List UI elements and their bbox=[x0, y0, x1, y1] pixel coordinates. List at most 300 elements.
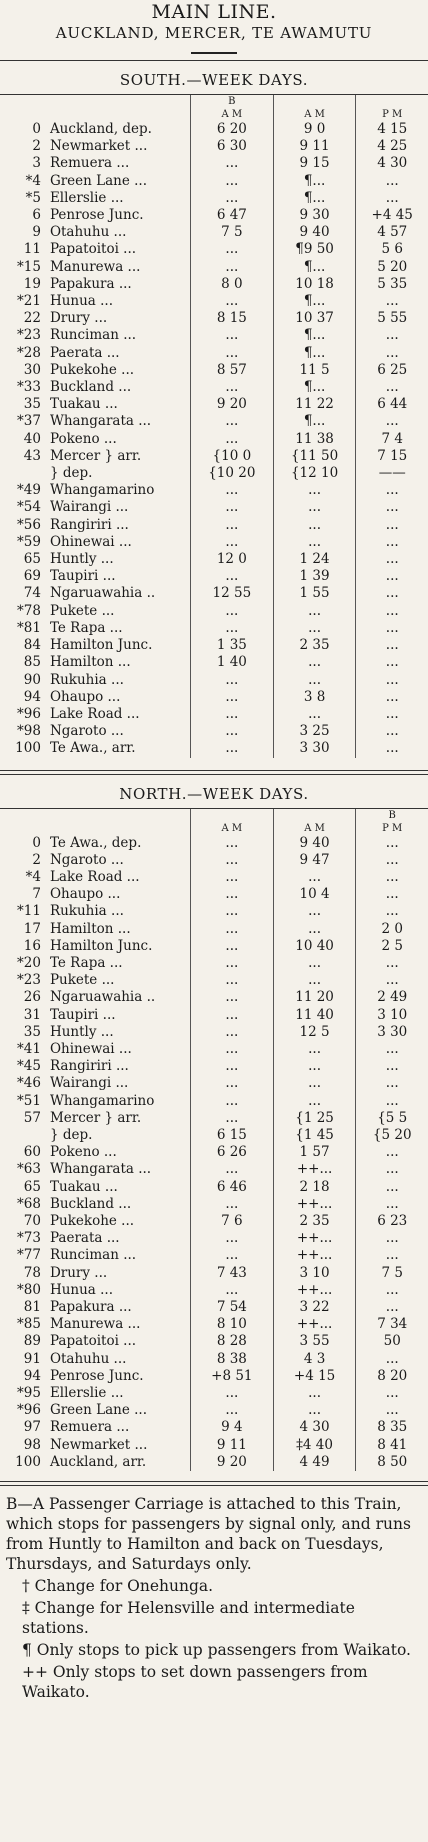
mileage-cell: 65 bbox=[23, 551, 41, 568]
station-cell: Buckland ... bbox=[49, 1195, 132, 1212]
table-row bbox=[0, 620, 428, 637]
time-cell: 3 55 bbox=[273, 1333, 356, 1350]
table-row bbox=[0, 689, 428, 706]
station-cell: Paerata ... bbox=[49, 1230, 120, 1247]
table-row bbox=[0, 1419, 428, 1436]
mileage-cell: 7 bbox=[32, 886, 41, 903]
time-cell: 4 15 bbox=[356, 121, 428, 138]
time-cell: ... bbox=[273, 1093, 356, 1110]
time-cell: ++... bbox=[273, 1161, 356, 1178]
time-cell: ... bbox=[356, 1093, 428, 1110]
mileage-cell: *11 bbox=[17, 903, 41, 920]
time-cell: 7 43 bbox=[190, 1265, 273, 1282]
table-row bbox=[0, 310, 428, 327]
mileage-cell: *37 bbox=[17, 413, 41, 430]
station-cell: Green Lane ... bbox=[49, 1402, 148, 1419]
time-cell: 12 5 bbox=[273, 1024, 356, 1041]
column-ampm: A M bbox=[273, 822, 356, 835]
time-cell: ... bbox=[356, 603, 428, 620]
table-row bbox=[0, 672, 428, 689]
time-cell: ... bbox=[273, 869, 356, 886]
mileage-cell: *33 bbox=[17, 379, 41, 396]
station-cell: Hamilton ... bbox=[49, 654, 131, 671]
station-cell: Otahuhu ... bbox=[49, 1350, 127, 1367]
station-cell: Ngaroto ... bbox=[49, 851, 124, 868]
time-cell: 5 6 bbox=[356, 241, 428, 258]
mileage-cell: 81 bbox=[23, 1299, 41, 1315]
mileage-cell: *80 bbox=[17, 1281, 41, 1298]
station-cell: Wairangi ... bbox=[49, 1075, 129, 1092]
time-cell: 11 22 bbox=[273, 396, 356, 413]
time-cell: ++... bbox=[273, 1282, 356, 1299]
time-cell: 3 30 bbox=[356, 1024, 428, 1041]
mileage-cell: *51 bbox=[17, 1092, 41, 1109]
time-cell: ¶... bbox=[273, 345, 356, 362]
table-row bbox=[0, 276, 428, 293]
table-row bbox=[0, 1179, 428, 1196]
time-cell: ... bbox=[356, 852, 428, 869]
table-row bbox=[0, 1196, 428, 1213]
footnote-b: B—A Passenger Carriage is attached to this Train, which stops for passengers by signal only, and runs from Huntly to Hamilton and back on Tuesdays, Thursdays, and Saturdays only. bbox=[6, 1495, 411, 1574]
north-section-title: NORTH.—WEEK DAYS. bbox=[119, 784, 309, 803]
table-row bbox=[0, 173, 428, 190]
time-cell: 8 0 bbox=[190, 276, 273, 293]
time-cell: ... bbox=[356, 1299, 428, 1316]
time-cell: 11 40 bbox=[273, 1007, 356, 1024]
mileage-cell: 3 bbox=[32, 155, 41, 172]
mileage-cell: 85 bbox=[23, 654, 41, 671]
time-cell: ... bbox=[190, 482, 273, 499]
time-cell: ... bbox=[190, 1196, 273, 1213]
mileage-cell: 60 bbox=[23, 1144, 41, 1161]
mileage-cell: *20 bbox=[17, 954, 41, 971]
time-cell: ... bbox=[356, 482, 428, 499]
table-row bbox=[0, 1316, 428, 1333]
station-cell: Hamilton Junc. bbox=[49, 637, 153, 654]
mileage-cell: *23 bbox=[17, 972, 41, 989]
mileage-cell: 11 bbox=[23, 241, 41, 258]
table-row bbox=[0, 465, 428, 482]
mileage-cell: *56 bbox=[17, 516, 41, 533]
time-cell: 2 5 bbox=[356, 938, 428, 955]
table-row bbox=[0, 259, 428, 276]
station-cell: } dep. bbox=[49, 465, 93, 482]
station-cell: Taupiri ... bbox=[49, 568, 116, 585]
time-cell: ... bbox=[190, 869, 273, 886]
time-cell: ... bbox=[190, 1041, 273, 1058]
station-cell: Rangiriri ... bbox=[49, 1058, 129, 1075]
time-cell: {10 0 bbox=[190, 448, 273, 465]
time-cell: 6 47 bbox=[190, 207, 273, 224]
time-cell: 10 37 bbox=[273, 310, 356, 327]
time-cell: ... bbox=[273, 1058, 356, 1075]
mileage-cell: 74 bbox=[23, 585, 41, 602]
time-cell: ... bbox=[273, 534, 356, 551]
mileage-cell: 100 bbox=[15, 1453, 41, 1470]
mileage-cell bbox=[0, 1127, 45, 1144]
time-cell: ... bbox=[273, 921, 356, 938]
time-cell: 8 50 bbox=[356, 1454, 428, 1471]
time-cell: 6 44 bbox=[356, 396, 428, 413]
time-cell: ... bbox=[273, 654, 356, 671]
time-cell: ... bbox=[356, 637, 428, 654]
mileage-cell: 0 bbox=[32, 121, 41, 137]
time-cell: ... bbox=[273, 499, 356, 516]
time-cell: 3 30 bbox=[273, 740, 356, 757]
mileage-cell: *41 bbox=[17, 1040, 41, 1057]
header-cell bbox=[45, 809, 191, 822]
mileage-cell: 31 bbox=[23, 1006, 41, 1023]
time-cell: ... bbox=[190, 499, 273, 516]
mileage-cell: 40 bbox=[23, 430, 41, 447]
station-cell: Whangamarino bbox=[49, 1092, 155, 1109]
station-cell: Ohinewai ... bbox=[49, 533, 132, 550]
time-cell: 5 35 bbox=[356, 276, 428, 293]
time-cell: 9 30 bbox=[273, 207, 356, 224]
station-cell: Huntly ... bbox=[49, 551, 114, 568]
station-cell: Huntly ... bbox=[49, 1023, 114, 1040]
table-row bbox=[0, 835, 428, 852]
time-cell: ... bbox=[356, 1282, 428, 1299]
time-cell: ¶... bbox=[273, 327, 356, 344]
station-cell: Tuakau ... bbox=[49, 396, 118, 413]
time-cell: ¶... bbox=[273, 259, 356, 276]
table-row bbox=[0, 1144, 428, 1161]
time-cell: 3 22 bbox=[273, 1299, 356, 1316]
table-row bbox=[0, 517, 428, 534]
mileage-cell: 43 bbox=[23, 447, 41, 464]
time-cell: 12 0 bbox=[190, 551, 273, 568]
time-cell: 7 34 bbox=[356, 1316, 428, 1333]
table-row bbox=[0, 1041, 428, 1058]
time-cell: ... bbox=[190, 1007, 273, 1024]
mileage-cell: *28 bbox=[17, 344, 41, 361]
mileage-cell: 100 bbox=[15, 740, 41, 757]
time-cell: ... bbox=[356, 293, 428, 310]
table-row bbox=[0, 869, 428, 886]
time-cell: ... bbox=[190, 835, 273, 852]
mileage-cell: *77 bbox=[17, 1247, 41, 1264]
table-row bbox=[0, 293, 428, 310]
mileage-cell: *96 bbox=[17, 705, 41, 722]
station-cell: Hunua ... bbox=[49, 293, 114, 310]
table-row bbox=[0, 207, 428, 224]
time-cell: ... bbox=[356, 1075, 428, 1092]
time-cell: ... bbox=[273, 672, 356, 689]
mileage-cell: 35 bbox=[23, 396, 41, 413]
station-cell: Papatoitoi ... bbox=[49, 1333, 137, 1350]
header-cell bbox=[0, 95, 45, 108]
time-cell: {12 10 bbox=[273, 465, 356, 482]
station-cell: Rangiriri ... bbox=[49, 516, 129, 533]
time-cell: ... bbox=[190, 568, 273, 585]
table-row bbox=[0, 1351, 428, 1368]
table-row bbox=[0, 723, 428, 740]
table-row bbox=[0, 972, 428, 989]
header-cell bbox=[45, 108, 191, 121]
time-cell: ... bbox=[190, 989, 273, 1006]
table-row bbox=[0, 190, 428, 207]
time-cell: ... bbox=[190, 1402, 273, 1419]
mileage-cell: *96 bbox=[17, 1402, 41, 1419]
header-row bbox=[0, 822, 428, 835]
time-cell: 8 15 bbox=[190, 310, 273, 327]
time-cell: ... bbox=[190, 431, 273, 448]
station-cell: Wairangi ... bbox=[49, 499, 129, 516]
time-cell: ... bbox=[356, 534, 428, 551]
station-cell: Whangamarino bbox=[49, 482, 155, 499]
mileage-cell: 2 bbox=[32, 138, 41, 155]
table-row bbox=[0, 886, 428, 903]
station-cell: Te Awa., dep. bbox=[49, 834, 142, 851]
time-cell: 4 30 bbox=[273, 1419, 356, 1436]
mileage-cell: *21 bbox=[17, 293, 41, 310]
time-cell: ... bbox=[190, 413, 273, 430]
time-cell: ... bbox=[356, 1351, 428, 1368]
table-row bbox=[0, 706, 428, 723]
station-cell: Pokeno ... bbox=[49, 1144, 117, 1161]
station-cell: Papatoitoi ... bbox=[49, 241, 137, 258]
mileage-cell: 94 bbox=[23, 1367, 41, 1384]
time-cell: ... bbox=[356, 1144, 428, 1161]
mileage-cell: *23 bbox=[17, 327, 41, 344]
table-row bbox=[0, 740, 428, 757]
time-cell: 8 35 bbox=[356, 1419, 428, 1436]
column-mark bbox=[356, 95, 428, 108]
time-cell: 7 6 bbox=[190, 1213, 273, 1230]
station-cell: Papakura ... bbox=[49, 275, 132, 292]
mileage-cell: *5 bbox=[25, 189, 41, 206]
table-row bbox=[0, 431, 428, 448]
time-cell: 4 30 bbox=[356, 155, 428, 172]
time-cell: ... bbox=[356, 585, 428, 602]
station-cell: Lake Road ... bbox=[49, 868, 140, 885]
time-cell: 6 15 bbox=[190, 1127, 273, 1144]
time-cell: 1 35 bbox=[190, 637, 273, 654]
station-cell: Te Rapa ... bbox=[49, 619, 123, 636]
time-cell: ... bbox=[190, 852, 273, 869]
time-cell: ... bbox=[356, 568, 428, 585]
time-cell: 7 5 bbox=[356, 1265, 428, 1282]
mileage-cell: *59 bbox=[17, 533, 41, 550]
station-cell: Paerata ... bbox=[49, 344, 120, 361]
time-cell: 6 23 bbox=[356, 1213, 428, 1230]
time-cell: 2 35 bbox=[273, 1213, 356, 1230]
station-cell: Hamilton ... bbox=[49, 920, 131, 937]
footnote-double-dagger: ‡ Change for Helensville and intermediate stations. bbox=[22, 1599, 355, 1638]
time-cell: ... bbox=[356, 345, 428, 362]
mileage-cell: 22 bbox=[23, 310, 41, 327]
time-cell: 10 40 bbox=[273, 938, 356, 955]
table-row bbox=[0, 1282, 428, 1299]
station-cell: Pokeno ... bbox=[49, 430, 117, 447]
table-row bbox=[0, 155, 428, 172]
time-cell: ¶9 50 bbox=[273, 241, 356, 258]
time-cell: 3 10 bbox=[273, 1265, 356, 1282]
header-cell bbox=[45, 822, 191, 835]
table-row bbox=[0, 499, 428, 516]
station-cell: Runciman ... bbox=[49, 327, 137, 344]
mileage-cell: 19 bbox=[23, 275, 41, 292]
time-cell: 9 11 bbox=[273, 138, 356, 155]
time-cell: 1 24 bbox=[273, 551, 356, 568]
station-cell: Otahuhu ... bbox=[49, 224, 127, 241]
station-cell: Ngaroto ... bbox=[49, 723, 124, 740]
time-cell: 2 35 bbox=[273, 637, 356, 654]
mileage-cell: *45 bbox=[17, 1058, 41, 1075]
column-mark bbox=[190, 809, 273, 822]
time-cell: ... bbox=[190, 293, 273, 310]
time-cell: {10 20 bbox=[190, 465, 273, 482]
time-cell: 9 40 bbox=[273, 835, 356, 852]
time-cell: 5 20 bbox=[356, 259, 428, 276]
title-rule bbox=[191, 52, 237, 54]
mileage-cell bbox=[0, 465, 45, 482]
time-cell: ++... bbox=[273, 1316, 356, 1333]
time-cell: 4 49 bbox=[273, 1454, 356, 1471]
time-cell: 6 30 bbox=[190, 138, 273, 155]
column-ampm: A M bbox=[190, 108, 273, 121]
mileage-cell: *95 bbox=[17, 1385, 41, 1402]
station-cell: Ngaruawahia .. bbox=[49, 585, 156, 602]
time-cell: ¶... bbox=[273, 413, 356, 430]
mileage-cell: 0 bbox=[32, 834, 41, 851]
time-cell: ... bbox=[273, 903, 356, 920]
time-cell: 3 8 bbox=[273, 689, 356, 706]
table-row bbox=[0, 1007, 428, 1024]
time-cell: 6 26 bbox=[190, 1144, 273, 1161]
mileage-cell: *98 bbox=[17, 723, 41, 740]
column-ampm: P M bbox=[356, 108, 428, 121]
time-cell: ‡4 40 bbox=[273, 1437, 356, 1454]
column-ampm: A M bbox=[190, 822, 273, 835]
time-cell: ... bbox=[190, 740, 273, 757]
time-cell: 11 38 bbox=[273, 431, 356, 448]
mileage-cell: 17 bbox=[23, 920, 41, 937]
time-cell: ... bbox=[190, 921, 273, 938]
station-cell: Papakura ... bbox=[49, 1299, 132, 1315]
time-cell: ... bbox=[356, 706, 428, 723]
table-row bbox=[0, 1368, 428, 1385]
mileage-cell: 94 bbox=[23, 688, 41, 705]
time-cell: ... bbox=[356, 972, 428, 989]
station-cell: Buckland ... bbox=[49, 379, 132, 396]
time-cell: ... bbox=[190, 706, 273, 723]
footnote-dagger: † Change for Onehunga. bbox=[22, 1577, 214, 1596]
mileage-cell: *73 bbox=[17, 1230, 41, 1247]
mileage-cell: *63 bbox=[17, 1161, 41, 1178]
time-cell: ¶... bbox=[273, 379, 356, 396]
table-row bbox=[0, 138, 428, 155]
station-cell: Manurewa ... bbox=[49, 1316, 141, 1333]
time-cell: ... bbox=[190, 155, 273, 172]
time-cell: ... bbox=[356, 723, 428, 740]
mileage-cell: 69 bbox=[23, 568, 41, 585]
table-row bbox=[0, 413, 428, 430]
time-cell: +8 51 bbox=[190, 1368, 273, 1385]
station-cell: Auckland, arr. bbox=[49, 1453, 147, 1470]
column-mark bbox=[273, 95, 356, 108]
time-cell: ... bbox=[190, 327, 273, 344]
time-cell: 2 0 bbox=[356, 921, 428, 938]
time-cell: 6 46 bbox=[190, 1179, 273, 1196]
time-cell: 10 4 bbox=[273, 886, 356, 903]
table-row bbox=[0, 903, 428, 920]
time-cell: ... bbox=[273, 482, 356, 499]
station-cell: Pukete ... bbox=[49, 972, 115, 989]
mileage-cell: 57 bbox=[23, 1109, 41, 1126]
time-cell: ... bbox=[190, 173, 273, 190]
column-ampm: P M bbox=[356, 822, 428, 835]
station-cell: Ohaupo ... bbox=[49, 886, 121, 903]
station-cell: Tuakau ... bbox=[49, 1178, 118, 1195]
mileage-cell: 98 bbox=[23, 1436, 41, 1453]
station-cell: Ellerslie ... bbox=[49, 189, 124, 206]
station-cell: Runciman ... bbox=[49, 1247, 137, 1264]
mileage-cell: *54 bbox=[17, 499, 41, 516]
time-cell: 3 10 bbox=[356, 1007, 428, 1024]
time-cell: ... bbox=[190, 1161, 273, 1178]
time-cell: 4 57 bbox=[356, 224, 428, 241]
time-cell: 9 40 bbox=[273, 224, 356, 241]
time-cell: ... bbox=[356, 689, 428, 706]
station-cell: Rukuhia ... bbox=[49, 671, 124, 688]
station-cell: Pukekohe ... bbox=[49, 361, 135, 378]
time-cell: ++... bbox=[273, 1247, 356, 1264]
time-cell: ... bbox=[190, 1075, 273, 1092]
station-cell: Remuera ... bbox=[49, 1419, 130, 1436]
time-cell: ... bbox=[356, 1041, 428, 1058]
time-cell: ... bbox=[273, 972, 356, 989]
mileage-cell: 6 bbox=[32, 207, 41, 224]
time-cell: ... bbox=[273, 1385, 356, 1402]
time-cell: ... bbox=[273, 620, 356, 637]
time-cell: ... bbox=[356, 1196, 428, 1213]
time-cell: ... bbox=[356, 740, 428, 757]
mileage-cell: *4 bbox=[25, 172, 41, 189]
table-row bbox=[0, 1265, 428, 1282]
mileage-cell: 97 bbox=[23, 1419, 41, 1436]
time-cell: ¶... bbox=[273, 173, 356, 190]
time-cell: 6 25 bbox=[356, 362, 428, 379]
time-cell: ... bbox=[190, 672, 273, 689]
time-cell: 8 38 bbox=[190, 1351, 273, 1368]
station-cell: Newmarket ... bbox=[49, 138, 148, 155]
time-cell: 50 bbox=[356, 1333, 428, 1350]
time-cell: 7 4 bbox=[356, 431, 428, 448]
time-cell: ... bbox=[190, 603, 273, 620]
time-cell: ¶... bbox=[273, 293, 356, 310]
station-cell: Te Awa., arr. bbox=[49, 740, 136, 757]
mileage-cell: *85 bbox=[17, 1316, 41, 1333]
table-row bbox=[0, 345, 428, 362]
time-cell: ... bbox=[190, 517, 273, 534]
table-row bbox=[0, 224, 428, 241]
mileage-cell: 16 bbox=[23, 937, 41, 954]
time-cell: ... bbox=[273, 517, 356, 534]
time-cell: ... bbox=[356, 379, 428, 396]
table-row bbox=[0, 938, 428, 955]
time-cell: 8 28 bbox=[190, 1333, 273, 1350]
station-cell: Te Rapa ... bbox=[49, 954, 123, 971]
time-cell: ¶... bbox=[273, 190, 356, 207]
time-cell: {1 45 bbox=[273, 1127, 356, 1144]
table-row bbox=[0, 534, 428, 551]
time-cell: ... bbox=[356, 903, 428, 920]
time-cell: ... bbox=[190, 1230, 273, 1247]
mileage-cell: 91 bbox=[23, 1350, 41, 1367]
column-mark bbox=[273, 809, 356, 822]
